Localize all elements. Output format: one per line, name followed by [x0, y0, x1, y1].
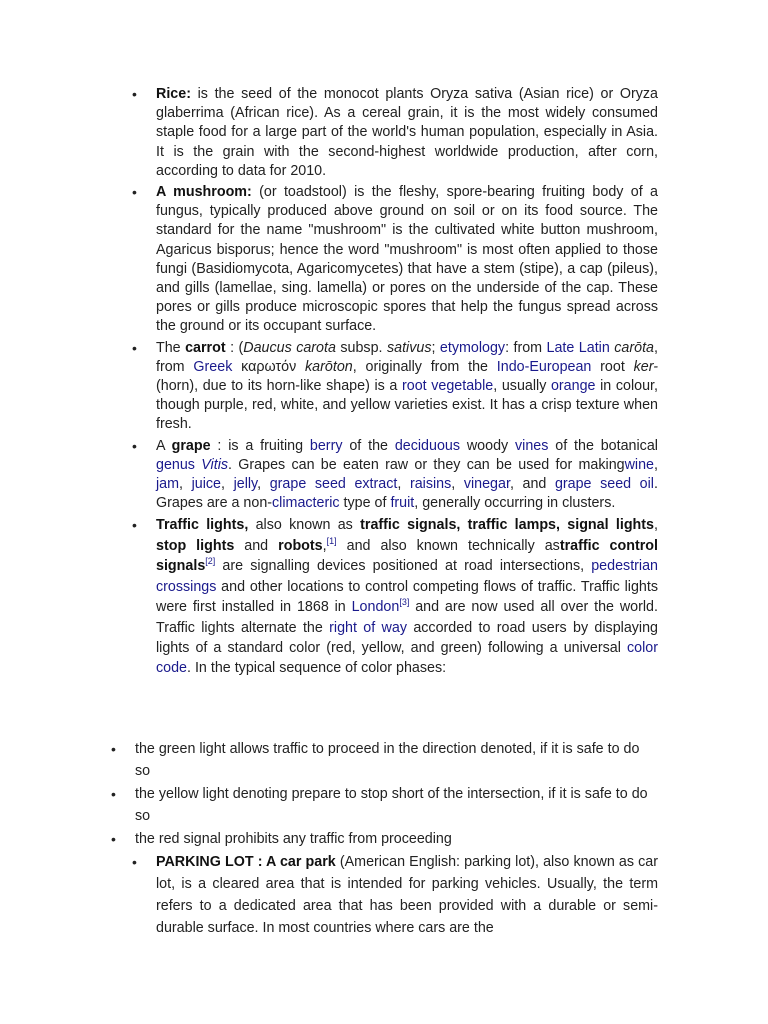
link-wine[interactable]: wine [624, 456, 654, 473]
list-item-traffic-lights: • Traffic lights, also known as traffic signals, traffic lamps, signal lights, stop lights and robots,[1] and also known technically astraffic control signals[2] are signalling devices positioned at road intersections, pedestrian crossings and other locations to control competing flows of traffic. Traffic lights were first installed in 1868 in London[3] and are now used all over the world. Traffic lights alternate the right of way accorded to road users by displaying lights of a standard color (red, yellow, and green) following a universal color code. In the typical sequence of color phases: [156, 515, 658, 678]
link-climacteric[interactable]: climacteric [272, 495, 340, 512]
list-item-mushroom: • A mushroom: (or toadstool) is the fleshy, spore-bearing fruiting body of a fungus, typically produced above ground on soil or on its food source. The standard for the name "mushroom" is the cultivated white button mushroom, Agaricus bisporus; hence the word "mushroom" is most often applied to those fungi (Basidiomycota, Agaricomycetes) that have a stem (stipe), a cap (pileus), and gills (lamellae, sing. lamella) or pores on the underside of the cap. These pores or gills produce microscopic spores that help the fungus spread across the ground or its occupant surface. [156, 183, 658, 337]
list-item-yellow-phase: • the yellow light denoting prepare to stop short of the intersection, if it is safe to do so [135, 783, 658, 827]
link-vinegar[interactable]: vinegar [463, 476, 510, 493]
term-mushroom: A mushroom: [156, 184, 252, 201]
link-pedestrian-crossings[interactable]: pedestrian crossings [156, 558, 658, 595]
link-jelly[interactable]: jelly [233, 476, 258, 493]
link-vitis[interactable]: Vitis [201, 456, 229, 473]
term-rice: Rice: [156, 86, 191, 102]
citation-2[interactable]: [2] [205, 556, 216, 567]
link-etymology[interactable]: etymology [439, 339, 506, 356]
list-item-green-phase: • the green light allows traffic to proceed in the direction denoted, if it is safe to do so [135, 738, 658, 782]
link-juice[interactable]: juice [191, 476, 222, 493]
list-item-carrot: • The carrot : (Daucus carota subsp. sativus; etymology: from Late Latin carōta, from Greek καρωτόν karōton, originally from the Indo-European root ker- (horn), due to its horn-like shape) is a root vegetable, usually orange in colour, though purple, red, white, and yellow varieties exist. It has a crisp texture when fresh. [156, 339, 658, 435]
link-deciduous[interactable]: deciduous [394, 437, 460, 454]
link-grape-seed-oil[interactable]: grape seed oil [554, 476, 654, 493]
link-berry[interactable]: berry [309, 437, 343, 454]
list-item-parking-lot: • PARKING LOT : A car park (American English: parking lot), also known as car lot, is a cleared area that is intended for parking vehicles. Usually, the term refers to a dedicated area that has been provided with a durable or semi-durable surface. In most countries where cars are the [156, 851, 658, 939]
list-item-rice: • Rice: is the seed of the monocot plants Oryza sativa (Asian rice) or Oryza glaberrima (African rice). As a cereal grain, it is the most widely consumed staple food for a large part of the world's human population, especially in Asia. It is the grain with the second-highest worldwide production, after corn, according to data for 2010. [156, 85, 658, 181]
color-phase-list [135, 738, 658, 851]
term-parking-lot: PARKING LOT : A car park [156, 854, 336, 870]
list-item-red-phase: • the red signal prohibits any traffic from proceeding [135, 828, 658, 850]
link-london[interactable]: London [351, 599, 400, 616]
definition-list [156, 85, 658, 681]
link-greek[interactable]: Greek [193, 358, 233, 375]
link-raisins[interactable]: raisins [409, 476, 452, 493]
term-carrot: carrot [185, 339, 226, 356]
link-genus[interactable]: genus [156, 456, 195, 473]
link-jam[interactable]: jam [156, 476, 180, 493]
link-root-vegetable[interactable]: root vegetable [401, 378, 494, 395]
citation-3[interactable]: [3] [399, 597, 410, 608]
citation-1[interactable]: [1] [326, 536, 337, 547]
link-late-latin[interactable]: Late Latin [546, 339, 610, 356]
link-right-of-way[interactable]: right of way [329, 619, 407, 636]
link-vines[interactable]: vines [515, 437, 549, 454]
term-traffic-lights: Traffic lights, [156, 517, 249, 534]
link-orange[interactable]: orange [550, 378, 596, 395]
parking-list [156, 851, 658, 939]
link-grape-seed-extract[interactable]: grape seed extract [269, 476, 398, 493]
link-fruit[interactable]: fruit [390, 495, 415, 512]
list-item-grape: • A grape : is a fruiting berry of the deciduous woody vines of the botanical genus Vitis. Grapes can be eaten raw or they can be used for makingwine, jam, juice, jelly, grape seed extract, raisins, vinegar, and grape seed oil. Grapes are a non-climacteric type of fruit, generally occurring in clusters. [156, 437, 658, 514]
link-indo-european[interactable]: Indo-European [496, 358, 592, 375]
link-color-code[interactable]: color code [156, 639, 658, 677]
term-grape: grape [171, 437, 211, 454]
